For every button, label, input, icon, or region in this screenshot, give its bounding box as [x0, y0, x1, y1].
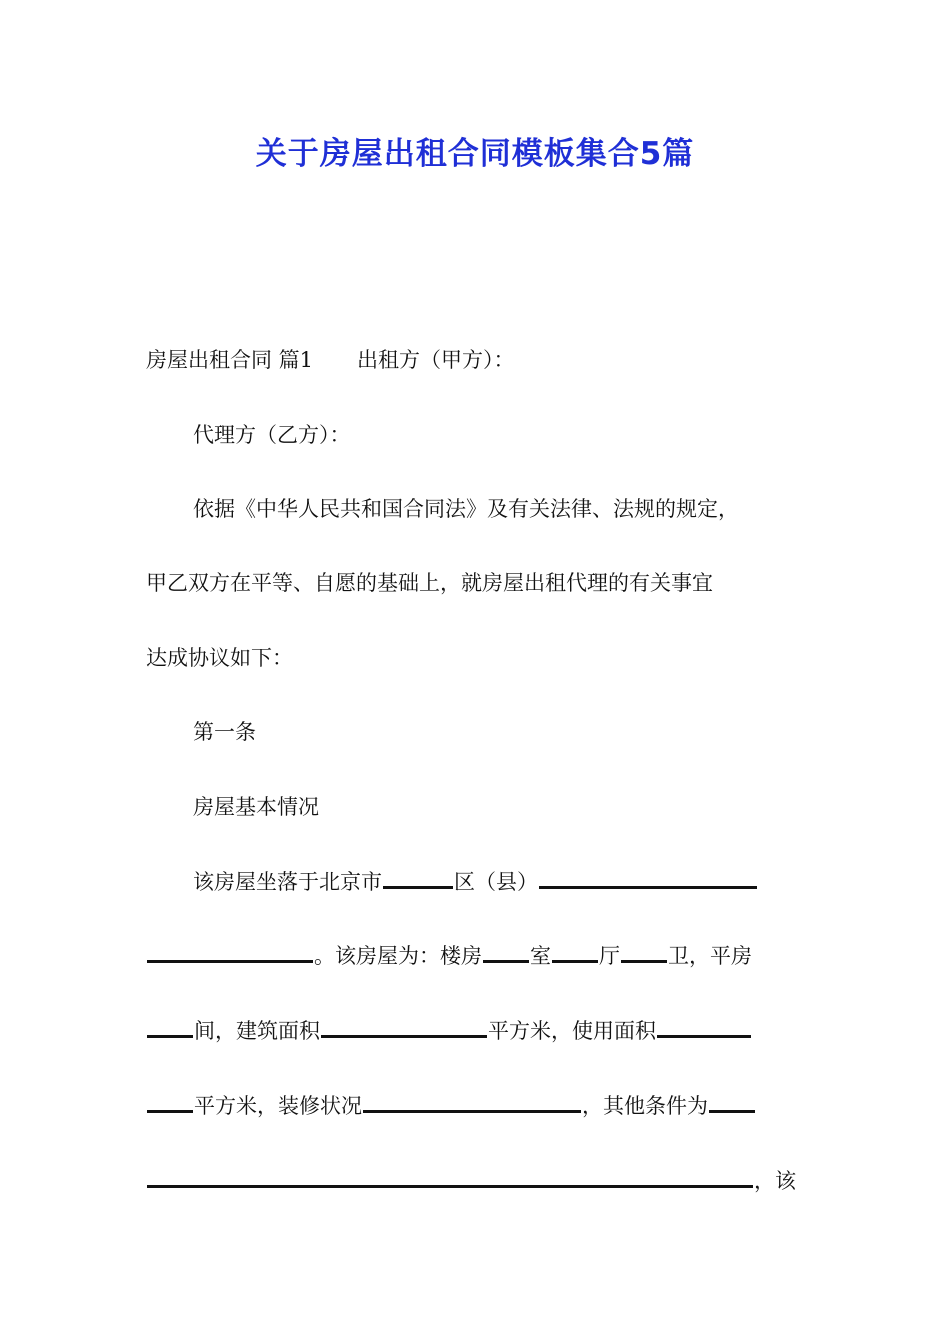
- area-line: [146, 1011, 806, 1051]
- article-1-text: 第一条: [193, 720, 256, 744]
- lessor-label: 出租方（甲方）：: [357, 348, 515, 372]
- house-type-line: [146, 936, 806, 976]
- end-gai-text: ，该: [754, 1169, 796, 1193]
- intro-paragraph-line-2: [146, 563, 806, 603]
- article-1-title: [146, 787, 853, 827]
- document-title: 关于房屋出租合同模板集合5篇: [255, 136, 695, 172]
- hall-unit: 厅: [599, 944, 620, 968]
- intro-text-1: 依据《中华人民共和国合同法》及有关法律、法规的规定，: [193, 497, 739, 521]
- district-blank[interactable]: [383, 868, 453, 889]
- intro-paragraph-line-3: [146, 638, 806, 678]
- room-unit: 室: [530, 944, 551, 968]
- intro-text-3: 达成协议如下：: [146, 646, 293, 670]
- use-area-blank-cont[interactable]: [147, 1092, 193, 1113]
- use-area-blank[interactable]: [657, 1017, 751, 1038]
- decor-blank[interactable]: [363, 1092, 581, 1113]
- use-area-label: 平方米，使用面积: [488, 1019, 656, 1043]
- decor-label: 平方米，装修状况: [194, 1094, 362, 1118]
- location-line: [146, 862, 853, 902]
- building-area-blank[interactable]: [321, 1017, 487, 1038]
- line-agent: [146, 415, 853, 455]
- section-heading: 房屋出租合同 篇1: [146, 348, 314, 372]
- house-desc-prefix: 。该房屋为：楼房: [314, 944, 482, 968]
- other-conditions-label: ，其他条件为: [582, 1094, 708, 1118]
- line-heading: [146, 340, 806, 380]
- article-1-title-text: 房屋基本情况: [193, 795, 319, 819]
- decor-line: [146, 1086, 806, 1126]
- bath-unit: 卫，平房: [668, 944, 752, 968]
- other-conditions-blank-cont[interactable]: [147, 1167, 753, 1188]
- article-1-label: [146, 712, 853, 752]
- district-label: 区（县）: [454, 870, 538, 894]
- jian-unit: 间，建筑面积: [194, 1019, 320, 1043]
- address-blank-cont[interactable]: [147, 942, 313, 963]
- room-count-blank[interactable]: [483, 942, 529, 963]
- location-prefix: 该房屋坐落于北京市: [193, 870, 382, 894]
- intro-paragraph-line-1: [146, 489, 853, 529]
- other-conditions-blank[interactable]: [709, 1092, 755, 1113]
- bungalow-count-blank[interactable]: [147, 1017, 193, 1038]
- other-conditions-line: [146, 1161, 806, 1201]
- address-blank[interactable]: [539, 868, 757, 889]
- intro-text-2: 甲乙双方在平等、自愿的基础上，就房屋出租代理的有关事宜: [146, 571, 713, 595]
- agent-label: 代理方（乙方）：: [193, 423, 351, 447]
- hall-count-blank[interactable]: [552, 942, 598, 963]
- bath-count-blank[interactable]: [621, 942, 667, 963]
